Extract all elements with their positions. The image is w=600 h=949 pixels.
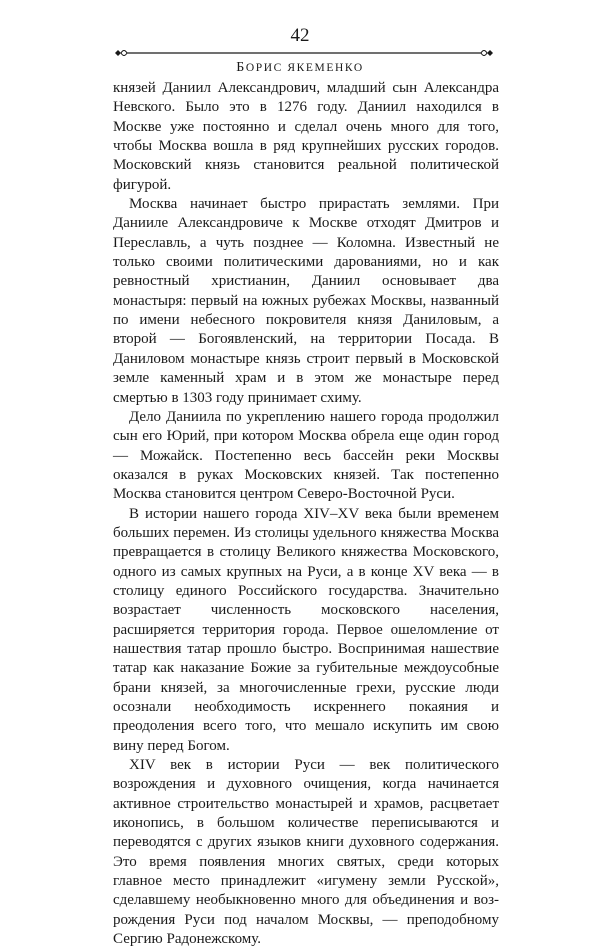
- paragraph-2: Москва начинает быстро прирастать землями. При Данииле Александровиче к Москве отходят Дмитров и Переславль, а чуть позднее — Коломна. Известный не только своими политическими дарованиями, но и как ревностный христианин, Даниил основывает два монастыря: первый на южных рубежах Москвы, названный по имени небесного покровителя князя Даниловым, а второй — Богоявленский, на территории Посада. В Даниловом монастыре князь строит первый в Московской земле каменный храм и в этом же монастыре перед смертью в 1303 году принимает схиму.: [113, 196, 499, 406]
- page-number: 42: [290, 25, 310, 46]
- left-ornament-icon: [115, 50, 127, 56]
- paragraph-4: В истории нашего города XIV–XV века были временем больших перемен. Из столицы удельного княжества Москва превращается в столицу Великого княжества Московского, одного из самых крупных на Руси, а в конце XV века — в столицу единого Российского государства. Значительно возрастает численность московского населения, расширяется территория города. Первое ошеломление от нашествия татар прошло быстро. Воспринимая нашествие татар как наказание Божие за губительные междоусобные брани князей, за многочисленные грехи, русские люди осознали необходимость искреннего покаяния и преодоления всего того, что мешало искупить им свою вину перед Богом.: [113, 505, 499, 754]
- header-ornament-rule: [114, 47, 494, 59]
- body-text: [113, 79, 499, 949]
- right-ornament-icon: [481, 50, 493, 56]
- paragraph-3: Дело Даниила по укреплению нашего города продолжил сын его Юрий, при котором Москва обрела еще один город — Можайск. Постепенно весь бассейн реки Москвы оказался в руках Московских князей. Так постепенно Москва становится центром Северо-Восточной Руси.: [113, 408, 499, 503]
- paragraph-1: князей Даниил Александрович, младший сын Александра Невского. Было это в 1276 году. Даниил находился в Москве уже постоянно и сделал очень много для того, чтобы Москва вошла в ряд крупнейших русских городов. Московский князь становится реальной политической фигурой.: [113, 80, 499, 193]
- paragraph-5: XIV век в истории Руси — век политического возрождения и духовного очищения, когда начинается активное строительство монастырей и храмов, расцветает иконопись, в большом количестве переписываются и переводятся с других языков книги духовного содержания. Это время появления многих святых, среди которых главное место принадлежит «игумену земли Русской», сделавшему необыкновенно много для объединения и возрождения Руси под началом Москвы, — преподобному Сергию Радонежскому.: [113, 757, 499, 948]
- running-head-author: БОРИС ЯКЕМЕНКО: [236, 60, 364, 75]
